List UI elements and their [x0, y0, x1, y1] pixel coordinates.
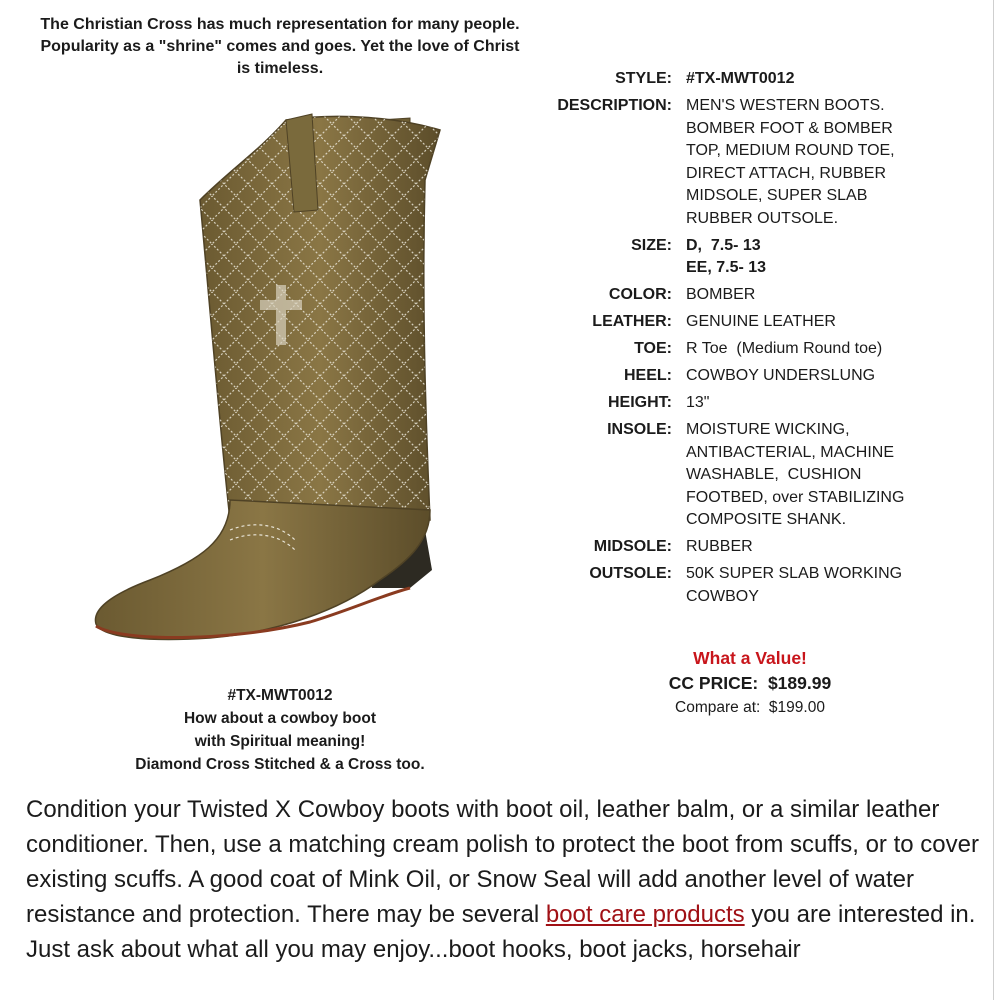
paragraph-text: you are interested in. Just ask about what all you may enjoy...boot hooks, boot jacks, horsehair [26, 901, 976, 963]
caption-line: How about a cowboy boot [183, 710, 377, 727]
spec-row-insole [520, 419, 990, 532]
caption-style-number: #TX-MWT0012 [227, 687, 333, 704]
product-image [80, 100, 480, 660]
caption-line: Diamond Cross Stitched & a Cross too. [135, 756, 425, 773]
spec-value: R Toe (Medium Round toe) [686, 340, 883, 357]
spec-label: TOE: [634, 340, 672, 357]
spec-value-line: WASHABLE, CUSHION [686, 466, 862, 483]
product-caption [60, 684, 500, 776]
spec-label: HEEL: [624, 367, 672, 384]
spec-value-line: MEN'S WESTERN BOOTS. [686, 97, 885, 114]
spec-row-color [520, 284, 990, 307]
spec-row-size [520, 235, 990, 280]
spec-row-outsole [520, 563, 990, 608]
page-border [993, 0, 994, 1000]
spec-label: LEATHER: [592, 313, 672, 330]
cowboy-boot-icon [80, 100, 480, 660]
price-block [600, 646, 900, 720]
spec-value: #TX-MWT0012 [686, 70, 795, 87]
compare-price: Compare at: $199.00 [675, 699, 825, 716]
spec-value-line: MOISTURE WICKING, [686, 421, 850, 438]
spec-label: STYLE: [615, 70, 672, 87]
paragraph-text: Condition your Twisted X Cowboy boots with boot oil, leather balm, or a similar leather conditioner. Then, use a matching cream polish to protect the boot from scuffs, or to cover existing scuffs. A good coat of Mink Oil, or Snow Seal will add another level of water resistance and protection. There may be several [26, 796, 979, 928]
spec-value-line: COMPOSITE SHANK. [686, 511, 847, 528]
spec-value-line: 50K SUPER SLAB WORKING [686, 565, 903, 582]
spec-label: MIDSOLE: [593, 538, 672, 555]
spec-value: 13" [686, 394, 710, 411]
spec-row-height [520, 392, 990, 415]
spec-value-line: ANTIBACTERIAL, MACHINE [686, 443, 895, 461]
spec-row-leather [520, 311, 990, 334]
spec-table [520, 68, 990, 613]
spec-value-line: DIRECT ATTACH, RUBBER [686, 164, 887, 182]
spec-label: DESCRIPTION: [557, 97, 672, 114]
spec-label: INSOLE: [607, 421, 672, 438]
boot-care-products-link[interactable]: boot care products [545, 901, 745, 928]
spec-value-line: D, 7.5- 13 [686, 236, 761, 254]
spec-value-line: EE, 7.5- 13 [686, 259, 767, 276]
spec-value-line: MIDSOLE, SUPER SLAB [686, 187, 868, 204]
spec-value-line: TOP, MEDIUM ROUND TOE, [686, 142, 895, 159]
spec-row-description [520, 95, 990, 230]
spec-value [686, 235, 990, 280]
spec-label: SIZE: [631, 236, 672, 254]
cc-price: CC PRICE: $189.99 [668, 673, 832, 693]
intro-text: The Christian Cross has much representation for many people. Popularity as a "shrine" comes and goes. Yet the love of Christ is timeless. [40, 16, 520, 77]
spec-row-style [520, 68, 990, 91]
value-headline: What a Value! [693, 648, 807, 668]
spec-value-line: FOOTBED, over STABILIZING [686, 488, 905, 506]
boot-care-paragraph [26, 792, 981, 967]
spec-value [686, 419, 990, 532]
spec-value: GENUINE LEATHER [686, 313, 836, 330]
spec-label: HEIGHT: [608, 394, 672, 411]
spec-row-midsole [520, 536, 990, 559]
spec-row-heel [520, 365, 990, 388]
spec-value-line: COWBOY [686, 587, 759, 605]
spec-value-line: RUBBER OUTSOLE. [686, 209, 839, 227]
spec-row-toe [520, 338, 990, 361]
spec-value [686, 95, 990, 230]
spec-label: OUTSOLE: [589, 565, 672, 582]
spec-value-line: BOMBER FOOT & BOMBER [686, 119, 893, 137]
spec-value: COWBOY UNDERSLUNG [686, 367, 876, 384]
spec-label: COLOR: [608, 286, 672, 303]
spec-value: RUBBER [686, 538, 753, 555]
spec-value [686, 563, 990, 608]
caption-line: with Spiritual meaning! [194, 733, 366, 750]
spec-value: BOMBER [686, 286, 756, 303]
